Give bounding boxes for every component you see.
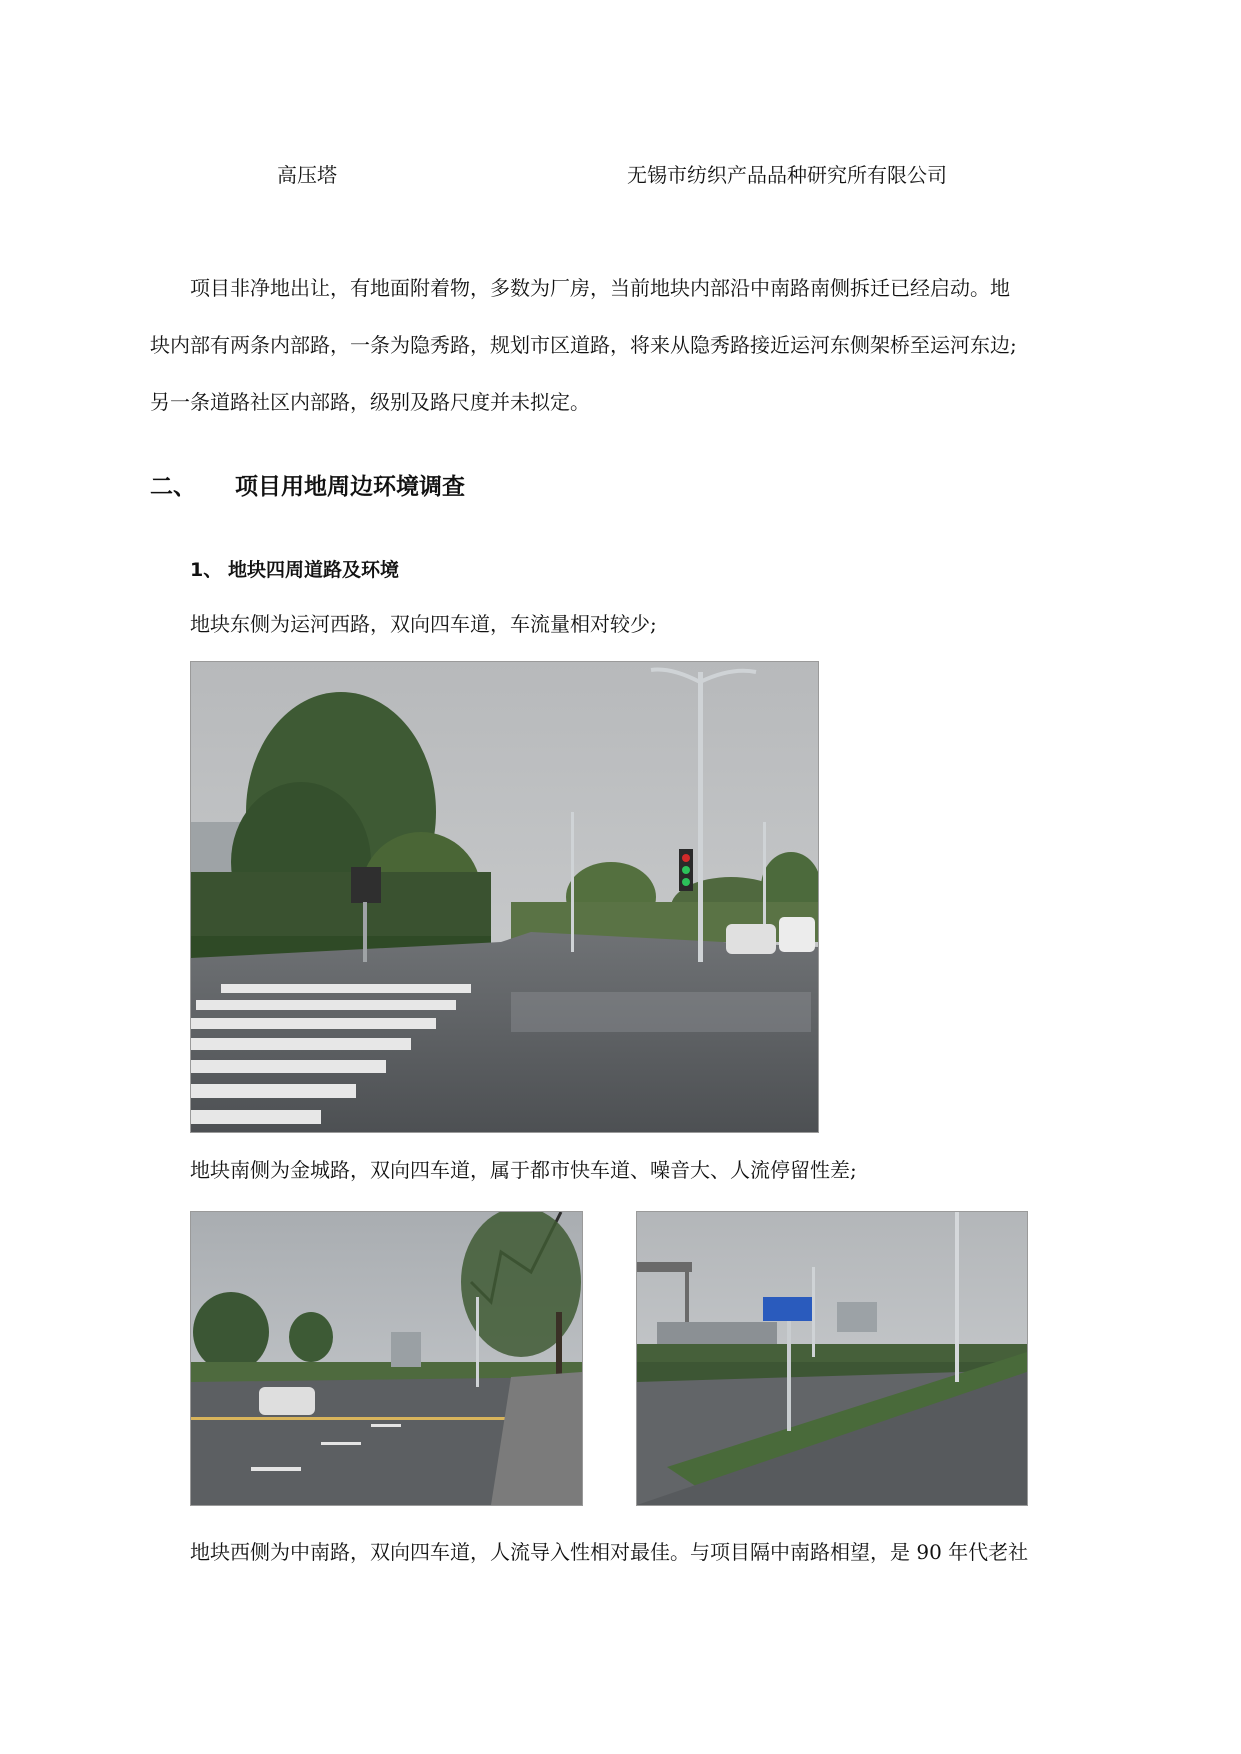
intro-line-1: 项目非净地出让，有地面附着物，多数为厂房，当前地块内部沿中南路南侧拆迁已经启动。地 (190, 276, 1010, 300)
subsection-title: 地块四周道路及环境 (228, 559, 400, 581)
road-intersection-photo (190, 661, 819, 1133)
caption-high-voltage-tower: 高压塔 (277, 163, 337, 187)
intro-line-3: 另一条道路社区内部路，级别及路尺度并未拟定。 (150, 390, 590, 414)
road-photo (190, 1211, 583, 1506)
south-road-description: 地块南侧为金城路，双向四车道，属于都市快车道、噪音大、人流停留性差; (190, 1158, 857, 1182)
subsection-number: 1、 (190, 559, 223, 581)
east-road-description: 地块东侧为运河西路，双向四车道，车流量相对较少; (190, 612, 657, 636)
caption-company-name: 无锡市纺织产品品种研究所有限公司 (627, 163, 947, 187)
west-road-description: 地块西侧为中南路，双向四车道，人流导入性相对最佳。与项目隔中南路相望，是 90 年代老社 (190, 1540, 1029, 1564)
section-title: 项目用地周边环境调查 (235, 474, 465, 500)
intro-line-2: 块内部有两条内部路，一条为隐秀路，规划市区道路，将来从隐秀路接近运河东侧架桥至运河东边; (150, 333, 1017, 357)
section-number: 二、 (150, 474, 196, 500)
road-sign-photo (636, 1211, 1028, 1506)
